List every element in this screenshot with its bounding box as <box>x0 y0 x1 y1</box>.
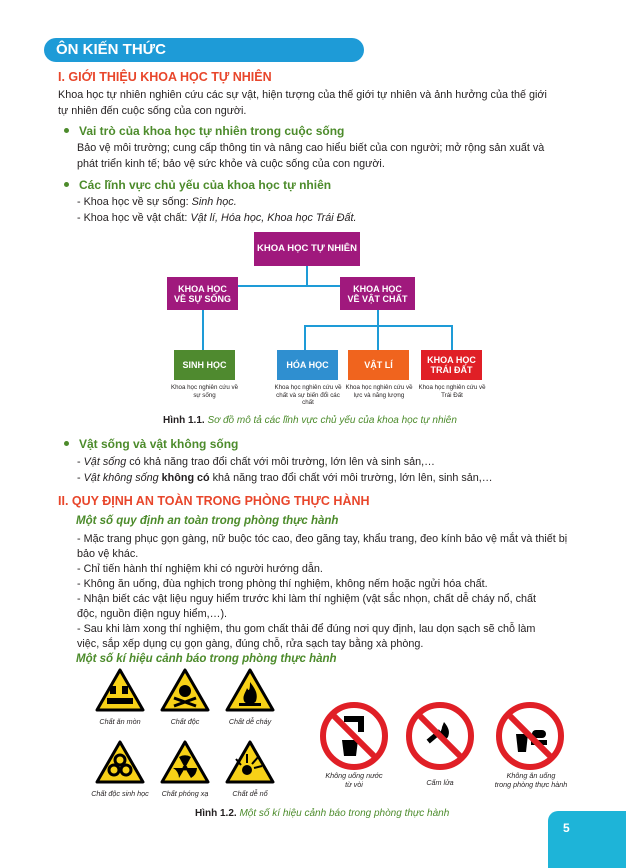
diagram-earth: KHOA HỌC TRÁI ĐẤT <box>421 350 482 380</box>
label-toxic: Chất độc <box>170 717 200 726</box>
bullet-icon <box>64 128 69 133</box>
rules-title: Một số quy định an toàn trong phòng thực hành <box>76 515 339 527</box>
figure2-caption: Hình 1.2. Một số kí hiệu cảnh báo trong phòng thực hành <box>195 808 450 819</box>
caption-physics: Khoa học nghiên cứu về lực và năng lượng <box>345 384 413 399</box>
diagram-matter: KHOA HỌC VỀ VẬT CHẤT <box>340 277 415 310</box>
rule2: - Chỉ tiến hành thí nghiệm khi có người hướng dẫn. <box>77 563 323 575</box>
bullet-icon <box>64 441 69 446</box>
bullet-icon <box>64 182 69 187</box>
biohazard-icon <box>95 740 145 784</box>
caption-chemistry: Khoa học nghiên cứu về chất và sự biến đổi các chất <box>274 384 342 406</box>
figure1-caption: Hình 1.1. Sơ đồ mô tả các lĩnh vực chủ yếu của khoa học tự nhiên <box>163 415 457 426</box>
no-food-icon <box>494 700 566 772</box>
field2: - Khoa học về vật chất: Vật lí, Hóa học, Khoa học Trái Đất. <box>77 212 357 224</box>
caption-biology: Khoa học nghiên cứu về sự sống <box>170 384 239 399</box>
radioactive-icon <box>160 740 210 784</box>
diagram-root: KHOA HỌC TỰ NHIÊN <box>254 232 360 266</box>
label-radioactive: Chất phóng xạ <box>161 789 209 798</box>
label-no-drink: Không uống nước từ vòi <box>325 771 383 789</box>
label-flammable: Chất dễ cháy <box>228 717 272 726</box>
label-no-fire: Cấm lửa <box>426 778 454 787</box>
diagram-chemistry: HÓA HỌC <box>277 350 338 380</box>
caption-earth: Khoa học nghiên cứu về Trái Đất <box>418 384 486 399</box>
diagram-biology: SINH HỌC <box>174 350 235 380</box>
living-title: Vật sống và vật không sống <box>64 437 238 451</box>
section1-heading: I. GIỚI THIỆU KHOA HỌC TỰ NHIÊN <box>58 70 272 84</box>
label-explosive: Chất dễ nổ <box>232 789 268 798</box>
flame-icon <box>225 668 275 712</box>
label-biohazard: Chất độc sinh học <box>91 789 149 798</box>
no-fire-icon <box>404 700 476 772</box>
signs-title: Một số kí hiệu cảnh báo trong phòng thực hành <box>76 653 337 665</box>
role-line1: Bảo vệ môi trường; cung cấp thông tin và nâng cao hiểu biết của con người; mở rộng sản xuất và <box>77 142 545 154</box>
rule1a: - Mặc trang phục gọn gàng, nữ buộc tóc cao, đeo găng tay, khẩu trang, đeo kính bảo vệ mắt và thiết bị <box>77 533 568 545</box>
label-no-food: Không ăn uống trong phòng thực hành <box>494 771 568 789</box>
fields-title: Các lĩnh vực chủ yếu của khoa học tự nhiên <box>64 178 331 192</box>
corrosive-icon <box>95 668 145 712</box>
skull-icon <box>160 668 210 712</box>
diagram-physics: VẬT LÍ <box>348 350 409 380</box>
page-number: 5 <box>563 821 570 835</box>
living-line2: - Vật không sống không có khả năng trao đổi chất với môi trường, lớn lên, sinh sản,… <box>77 472 493 484</box>
section2-heading: II. QUY ĐỊNH AN TOÀN TRONG PHÒNG THỰC HÀNH <box>58 494 370 508</box>
rule4a: - Nhận biết các vật liệu nguy hiểm trước khi làm thí nghiệm (vật sắc nhọn, chất dễ cháy nổ, chất <box>77 593 537 605</box>
role-title: Vai trò của khoa học tự nhiên trong cuộc sống <box>64 124 344 138</box>
section-banner: ÔN KIẾN THỨC <box>44 38 364 62</box>
rule4b: độc, nguồn điện nguy hiểm,…). <box>77 608 228 620</box>
intro-line2: tự nhiên đến cuộc sống của con người. <box>58 105 247 117</box>
rule5b: việc, sắp xếp dụng cụ gọn gàng, đúng chỗ, rửa sạch tay bằng xà phòng. <box>77 638 424 650</box>
diagram-life: KHOA HỌC VỀ SỰ SỐNG <box>167 277 238 310</box>
rule3: - Không ăn uống, đùa nghịch trong phòng thí nghiệm, không nếm hoặc ngửi hóa chất. <box>77 578 488 590</box>
field1: - Khoa học về sự sống: Sinh học. <box>77 196 237 208</box>
intro-line1: Khoa học tự nhiên nghiên cứu các sự vật, hiện tượng của thế giới tự nhiên và ảnh hưởng của thế giới <box>58 89 547 101</box>
label-corrosive: Chất ăn mòn <box>99 717 141 726</box>
role-line2: phát triển kinh tế; bảo vệ sức khỏe và cuộc sống của con người. <box>77 158 385 170</box>
no-drinking-tap-icon <box>318 700 390 772</box>
rule5a: - Sau khi làm xong thí nghiệm, thu gom chất thải để đúng nơi quy định, lau dọn sạch sẽ chỗ làm <box>77 623 536 635</box>
page-number-tab <box>548 811 626 868</box>
explosive-icon <box>225 740 275 784</box>
living-line1: - Vật sống có khả năng trao đổi chất với môi trường, lớn lên và sinh sản,… <box>77 456 435 468</box>
rule1b: bảo vệ khác. <box>77 548 139 560</box>
